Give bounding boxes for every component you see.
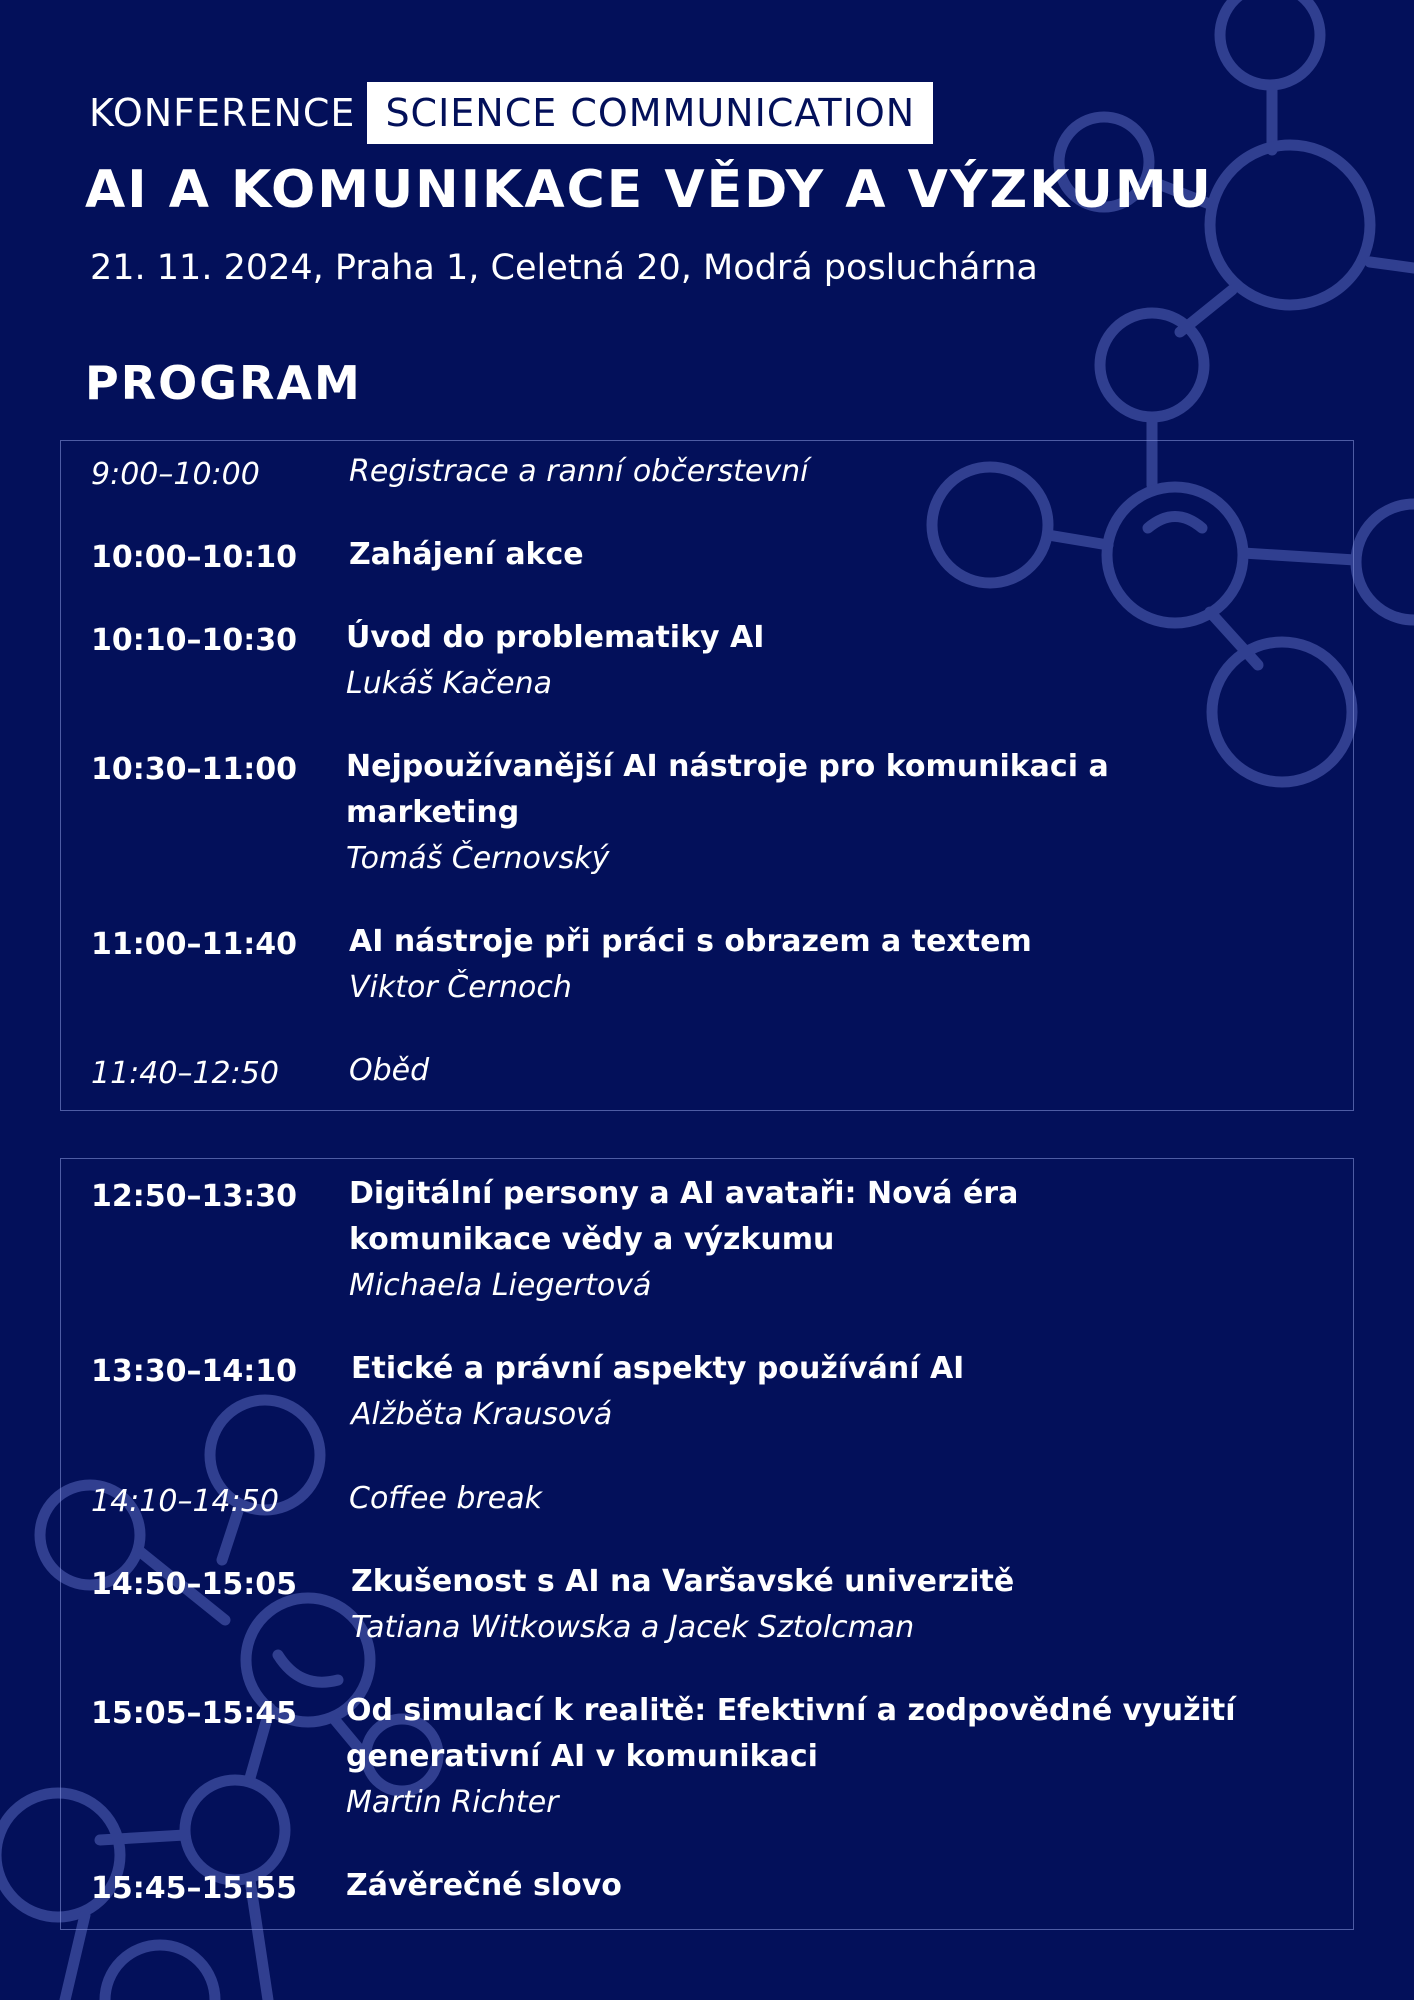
item-time: 15:45–15:55 <box>91 1871 297 1906</box>
item-title: Závěrečné slovo <box>346 1868 622 1903</box>
item-title: Zahájení akce <box>349 537 584 572</box>
item-time: 11:00–11:40 <box>91 927 297 962</box>
item-title: Coffee break <box>349 1481 542 1516</box>
conference-kicker <box>89 78 933 148</box>
item-time: 10:00–10:10 <box>91 540 297 575</box>
item-time: 10:30–11:00 <box>91 752 297 787</box>
item-speaker: Lukáš Kačena <box>346 666 552 701</box>
item-time: 12:50–13:30 <box>91 1179 297 1214</box>
item-time: 13:30–14:10 <box>91 1354 297 1389</box>
item-title: AI nástroje při práci s obrazem a textem <box>349 924 1032 959</box>
program-block-afternoon <box>60 1158 1354 1930</box>
item-speaker: Martin Richter <box>346 1785 559 1820</box>
item-speaker: Tatiana Witkowska a Jacek Sztolcman <box>351 1610 915 1645</box>
kicker-prefix: KONFERENCE <box>89 91 356 135</box>
item-time: 14:10–14:50 <box>91 1484 279 1519</box>
item-title: Úvod do problematiky AI <box>346 620 765 655</box>
item-title: Digitální persony a AI avataři: Nová éra komunikace vědy a výzkumu <box>349 1176 1019 1257</box>
item-time: 11:40–12:50 <box>91 1056 279 1091</box>
item-title: Nejpoužívanější AI nástroje pro komunikaci a marketing <box>346 749 1109 830</box>
kicker-highlight: SCIENCE COMMUNICATION <box>367 82 933 144</box>
item-speaker: Viktor Černoch <box>349 970 572 1005</box>
item-title: Oběd <box>349 1053 430 1088</box>
item-time: 15:05–15:45 <box>91 1696 297 1731</box>
item-speaker: Michaela Liegertová <box>349 1268 652 1303</box>
item-title: Registrace a ranní občerstevní <box>349 454 809 489</box>
program-block-morning <box>60 440 1354 1111</box>
item-time: 9:00–10:00 <box>91 457 260 492</box>
item-title: Etické a právní aspekty používání AI <box>351 1351 965 1386</box>
item-speaker: Alžběta Krausová <box>351 1397 613 1432</box>
item-time: 10:10–10:30 <box>91 623 297 658</box>
item-title: Zkušenost s AI na Varšavské univerzitě <box>351 1564 1015 1599</box>
item-speaker: Tomáš Černovský <box>346 841 610 876</box>
item-title: Od simulací k realitě: Efektivní a zodpovědné využití generativní AI v komunikaci <box>346 1693 1236 1774</box>
event-date-location: 21. 11. 2024, Praha 1, Celetná 20, Modrá posluchárna <box>90 248 1038 288</box>
page-title: AI A KOMUNIKACE VĚDY A VÝZKUMU <box>85 160 1213 220</box>
item-time: 14:50–15:05 <box>91 1567 297 1602</box>
program-heading: PROGRAM <box>85 356 362 410</box>
